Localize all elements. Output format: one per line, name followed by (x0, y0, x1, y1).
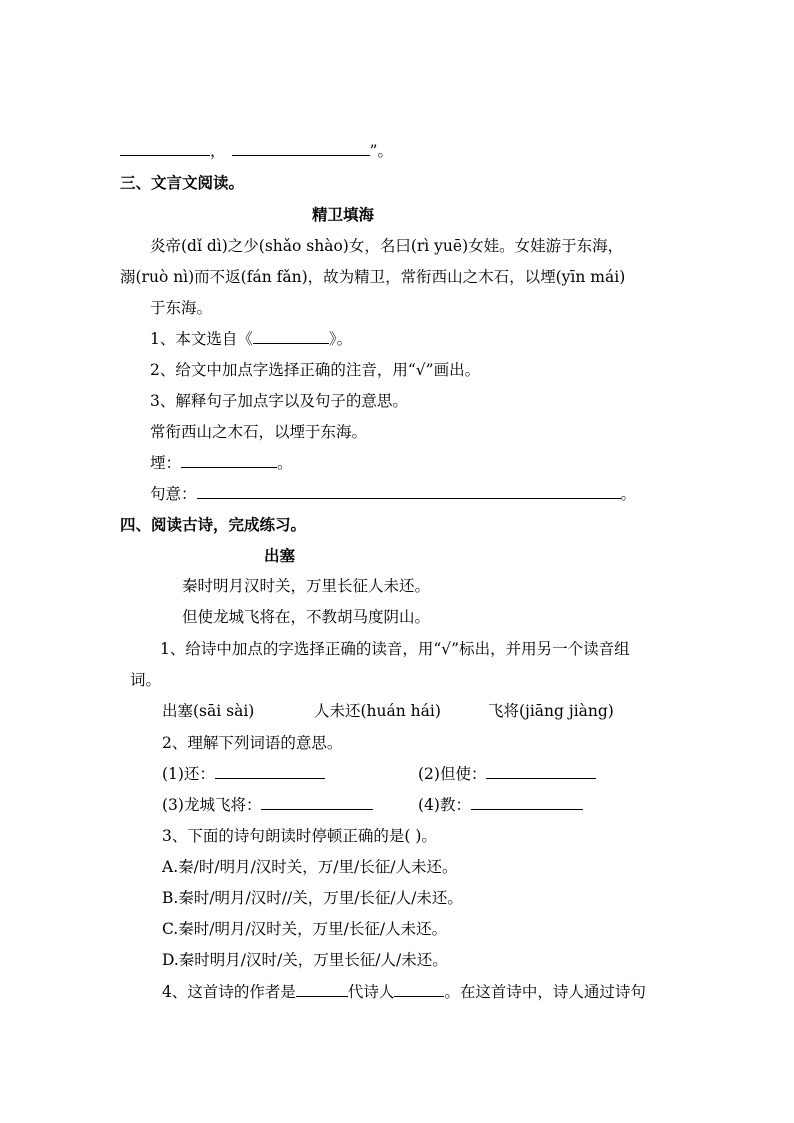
term-label: (2)但使： (418, 765, 487, 783)
question-4-1-cont: 词。 (130, 671, 162, 689)
section-4-heading: 四、阅读古诗，完成练习。 (120, 515, 307, 534)
blank[interactable] (261, 795, 373, 810)
passage-line-1: 炎帝(dǐ dì)之少(shǎo shào)女，名曰(rì yuē)女娃。女娃游于东海， (150, 237, 624, 255)
passage-title: 精卫填海 (312, 205, 375, 224)
explain-yin (150, 452, 293, 474)
blank[interactable] (296, 982, 348, 997)
blank[interactable] (486, 764, 596, 779)
question-4-2: 2、理解下列词语的意思。 (162, 734, 343, 752)
passage-line-3: 于东海。 (150, 299, 213, 317)
reading-2: 人未还(huán hái) (314, 702, 441, 720)
label: 句意： (150, 485, 197, 503)
term-label: (1)还： (162, 765, 215, 783)
blank[interactable] (120, 141, 210, 156)
term-1 (162, 763, 325, 785)
option-c[interactable]: C.秦时/明月/汉时关，万里/长征/人未还。 (162, 920, 448, 938)
question-4-4 (162, 981, 646, 1003)
carryover-line (120, 140, 393, 162)
blank[interactable] (471, 795, 583, 810)
poem-title: 出塞 (264, 546, 296, 565)
quoted-sentence: 常衔西山之木石，以堙于东海。 (150, 423, 368, 441)
option-a[interactable]: A.秦/时/明月/汉时关，万/里/长征/人未还。 (162, 858, 458, 876)
poem-line-2: 但使龙城飞将在，不教胡马度阴山。 (182, 608, 431, 626)
reading-1: 出塞(sāi sài) (162, 702, 255, 720)
period: 。 (277, 454, 293, 472)
term-3 (162, 794, 373, 816)
question-text: 4、这首诗的作者是 (162, 983, 296, 1001)
sentence-meaning (150, 483, 636, 505)
question-3-2: 2、给文中加点字选择正确的注音，用“√”画出。 (150, 361, 481, 379)
question-3-3: 3、解释句子加点字以及句子的意思。 (150, 392, 408, 410)
option-b[interactable]: B.秦时/明月/汉时//关，万里/长征/人/未还。 (162, 889, 463, 907)
question-3-1 (150, 328, 352, 350)
section-3-heading: 三、文言文阅读。 (120, 173, 245, 192)
question-text: 。在这首诗中，诗人通过诗句 (444, 983, 646, 1001)
question-text: 1、本文选自《 (150, 330, 253, 348)
term-label: (4)教： (418, 796, 471, 814)
term-label: (3)龙城飞将： (162, 796, 262, 814)
blank[interactable] (394, 982, 444, 997)
term-2 (418, 763, 596, 785)
term-4 (418, 794, 583, 816)
question-4-3: 3、下面的诗句朗读时停顿正确的是( )。 (162, 827, 437, 845)
comma: ， (210, 142, 226, 160)
option-d[interactable]: D.秦时明月/汉时/关，万里长征/人/未还。 (162, 951, 448, 969)
label: 堙： (150, 454, 182, 472)
blank[interactable] (232, 141, 370, 156)
closing-quote: ”。 (369, 142, 393, 160)
question-text: 》。 (328, 330, 353, 348)
passage-line-2: 溺(ruò nì)而不返(fán fǎn)，故为精卫，常衔西山之木石，以堙(yīn mái) (120, 268, 626, 286)
blank[interactable] (253, 329, 329, 344)
reading-3: 飞将(jiāng jiàng) (488, 702, 614, 720)
question-4-1: 1、给诗中加点的字选择正确的读音，用“√”标出，并用另一个读音组 (160, 640, 630, 658)
blank[interactable] (215, 764, 325, 779)
poem-line-1: 秦时明月汉时关，万里长征人未还。 (182, 577, 431, 595)
period: 。 (620, 485, 637, 503)
blank[interactable] (197, 484, 621, 499)
question-text: 代诗人 (347, 983, 395, 1001)
blank[interactable] (181, 453, 277, 468)
